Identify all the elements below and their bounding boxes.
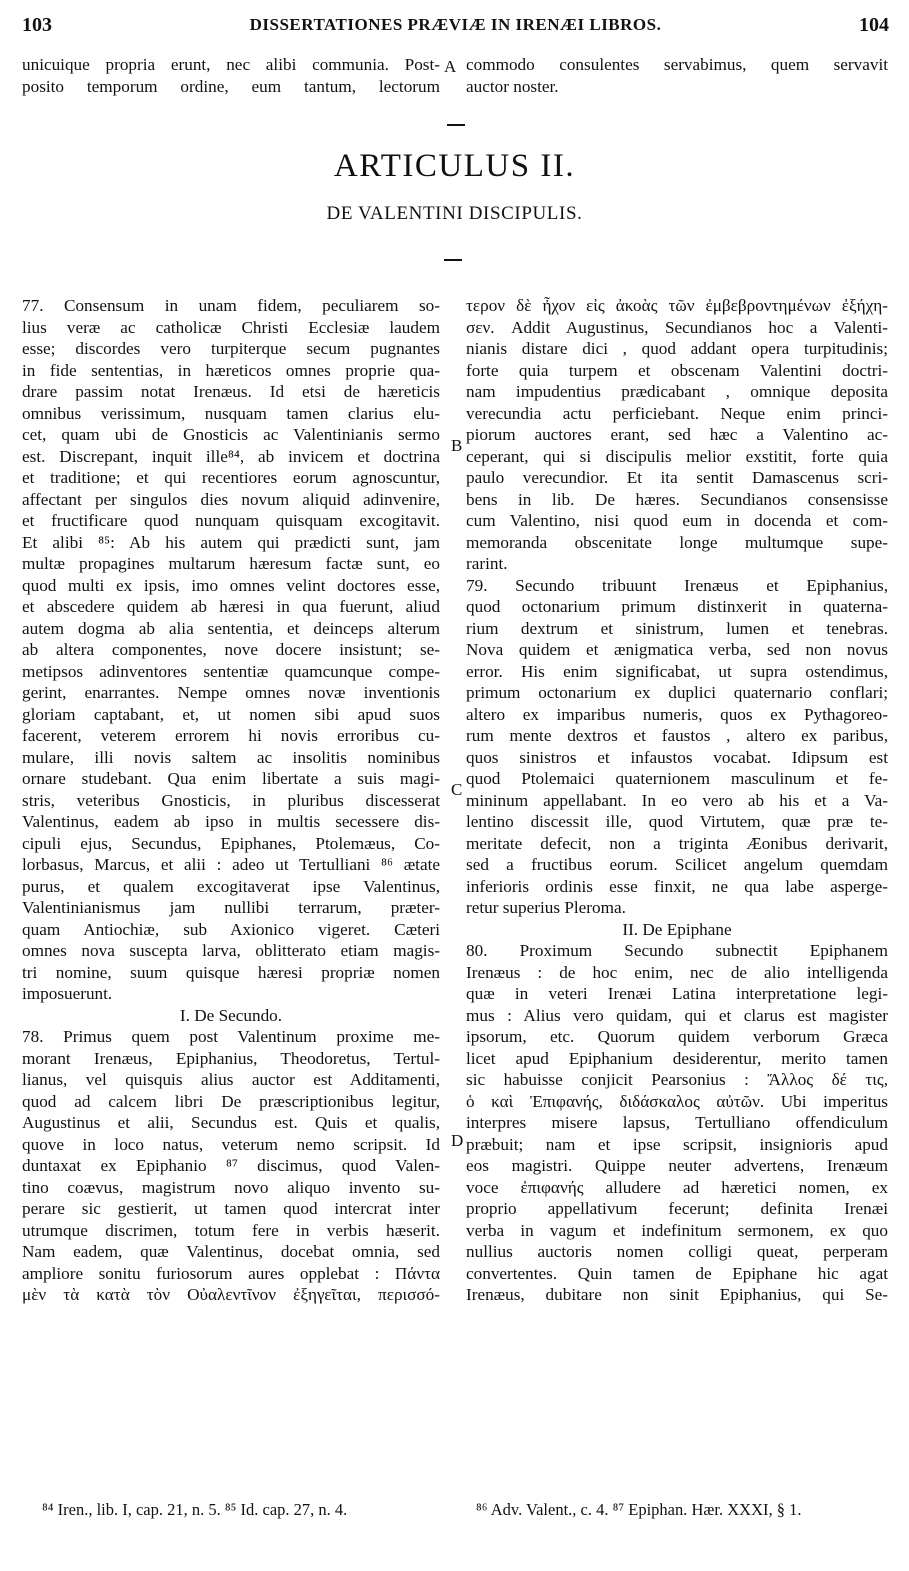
text-line: 78. Primus quem post Valentinum proxime me- [22,1027,440,1046]
text-line: omnibus verissimum, nusquam tamen clarius elu- [22,403,440,423]
text-line: ὁ καὶ Ἐπιφανής, διδάσκαλος αὐτῶν. Ubi imperitus [466,1091,888,1111]
text-line: ornare studebant. Qua enim libertate a suis magi- [22,769,440,788]
text-line: σεν. Addit Augustinus, Secundianos hoc a Valenti- [466,317,888,337]
separator-dash [447,124,465,126]
text-line: præbuit; nam et ipse scripsit, insignioris apud [466,1134,888,1154]
text-line: ceperant, qui si discipulis melior exstitit, forte quia [466,446,888,466]
text-line: retur superius Pleroma. [466,898,626,917]
right-column [466,295,888,1306]
separator-dash [444,259,462,261]
top-left-text [22,54,440,97]
text-line: tino coævus, magistrum novo aliquo invento su- [22,1177,440,1197]
text-line: bens in lib. De hæres. Secundianos consensisse [466,489,888,509]
text-line: perare sic gestierit, ut tamen quod intercrat inter [22,1199,440,1218]
running-title: DISSERTATIONES PRÆVIÆ IN IRENÆI LIBROS. [249,15,662,34]
text-line: auctor noster. [466,76,559,96]
text-line: gerint, enarrantes. Nempe omnes novæ inventionis [22,683,440,702]
text-line: commodo consulentes servabimus, quem servavit [466,55,888,74]
text-line: quove in loco natus, veterum nemo scripsit. Id [22,1134,440,1154]
text-line: 77. Consensum in unam fidem, peculiarem so- [22,296,440,315]
text-line: in fide sententias, in hæreticos omnes proprie qua- [22,360,440,380]
text-line: 80. Proximum Secundo subnectit Epiphanem [466,941,888,960]
text-line: cum Valentino, nisi quod eum in docenda et com- [466,511,888,530]
footnotes-left: ⁸⁴ Iren., lib. I, cap. 21, n. 5. ⁸⁵ Id. cap. 27, n. 4. [42,1500,348,1519]
page-header [22,14,889,40]
text-line: altero ex imparibus numeris, quos ex Pythagoreo- [466,704,888,724]
page-number-right: 104 [859,14,889,36]
text-line: et abscedere quidem ab hæresi in qua fuerunt, aliud [22,597,440,616]
text-line: est. Discrepant, inquit ille⁸⁴, ab invicem et doctrina [22,446,440,466]
text-line: μὲν τὰ κατὰ τὸν Οὐαλεντῖνον ἐξηγεῖται, περισσό- [22,1285,440,1304]
text-line: eos magistri. Quippe neuter advertens, Irenæum [466,1156,888,1175]
text-line: facerent, veterem errorem hi novis erroribus cu- [22,726,440,745]
text-line: verecundia actu perficiebant. Neque enim princi- [466,403,888,423]
text-line: tri nomine, suum quisque hæresi propriæ nomen [22,962,440,982]
text-line: cet, quam ubi de Gnosticis ac Valentinianis sermo [22,425,440,444]
text-line: error. His enim significabat, ut supra ostendimus, [466,661,888,681]
text-line: affectant per singulos dies novum aliquid adinvenire, [22,489,440,509]
text-line: lentino discessit ille, quod Virtutem, quæ præ te- [466,812,888,831]
top-right-text [466,54,888,97]
text-line: Irenæus, dubitare non sinit Epiphanius, qui Se- [466,1285,888,1304]
page-number-left: 103 [22,14,52,36]
article-title: ARTICULUS II. [333,148,576,184]
text-line: morant Irenæus, Epiphanius, Theodoretus, Tertul- [22,1048,440,1068]
text-line: lorbasus, Marcus, et alii : adeo ut Tertulliani ⁸⁶ ætate [22,855,440,874]
text-line: quod Ptolemaici quaternionem masculinum et fe- [466,769,888,788]
text-line: proprio appellativum fecerunt; definita Irenæi [466,1199,888,1218]
text-line: esse; discordes vero turpiterque secum pugnantes [22,339,440,358]
text-line: 79. Secundo tribuunt Irenæus et Epiphanius, [466,575,888,595]
margin-marker-a: A [444,57,457,76]
text-line: et fructificare quod nunquam quisquam excogitavit. [22,511,440,530]
text-line: ipsorum, etc. Quorum quidem verborum Græca [466,1027,888,1046]
text-line: quos sinistros et infaustos vocabat. Idipsum est [466,747,888,767]
text-line: rium dextrum et sinistrum, lumen et tenebras. [466,618,888,638]
text-line: interpres misere lapsus, Tertulliano offendiculum [466,1113,888,1132]
text-line: Valentinianismus jam nullibi terrarum, præter- [22,898,440,917]
text-line: quod multi ex ipsis, imo omnes velint doctores esse, [22,575,440,595]
text-line: autem dogma ab alia sententia, et deinceps alterum [22,618,440,638]
text-line: rum mente dextros et faustos , altero ex paribus, [466,726,888,745]
text-line: quod ad calcem libri De præscriptionibus legitur, [22,1091,440,1111]
text-line: Nova quidem et ænigmatica verba, sed non novus [466,640,888,659]
text-line: gloriam captabant, et, ut nomen sibi apud suos [22,704,440,724]
text-line: convertentes. Quin tamen de Epiphane hic agat [466,1263,888,1283]
text-line: piorum auctores erant, sed hæc a Valentino ac- [466,425,888,444]
text-line: quæ in veteri Irenæi Latina interpretatione legi- [466,984,888,1003]
text-line: rarint. [466,554,508,573]
text-line: forte quia turpem et obscenam Valentini doctri- [466,360,888,380]
text-line: inferioris ordinis esse finxit, ne qua labe asperge- [466,876,888,896]
text-line: multæ propagines multarum hæresum factæ sunt, eo [22,554,440,573]
margin-marker-c: C [451,780,463,799]
text-line: nam impudentius prædicabant , omnique deposita [466,382,888,401]
text-line: sic habuisse conjicit Pearsonius : Ἄλλος δέ τις, [466,1070,888,1089]
text-line: meritate defecit, non a triginta Æonibus derivarit, [466,833,888,853]
text-line: mininum appellabant. In eo vero ab his et a Va- [466,790,888,810]
text-line: imposuerunt. [22,984,113,1003]
text-line: lius veræ ac catholicæ Christi Ecclesiæ laudem [22,317,440,337]
text-line: metipsos adinventores sententiæ quamcunque compe- [22,661,440,681]
text-line: nullius auctoris nomen colligi queat, perperam [466,1242,888,1261]
text-line: lianus, vel quisquis alius auctor est Additamenti, [22,1070,440,1089]
text-line: primum octonarium ex duplici quaternario conflari; [466,683,888,702]
section-heading: II. De Epiphane [622,919,732,939]
text-line: licet apud Epiphanium desiderentur, merito tamen [466,1048,888,1068]
text-line: Et alibi ⁸⁵: Ab his autem qui prædicti sunt, jam [22,532,440,552]
text-line: paulo verecundior. Et ita sentit Damascenus scri- [466,468,888,487]
text-line: et traditione; et qui recentiores eorum agnoscuntur, [22,468,440,487]
text-line: mus : Alius vero quidam, qui et clarus est magister [466,1005,888,1025]
text-line: memoranda obscenitate longe multumque supe- [466,532,888,552]
text-line: unicuique propria erunt, nec alibi communia. Post- [22,55,440,74]
text-line: τερον δὲ ἦχον εἰς ἀκοὰς τῶν ἐμβεβροντημένων ἐξήχη- [466,296,888,315]
text-line: voce ἐπιφανής alludere ad hæretici nomen, ex [466,1177,888,1197]
text-line: Augustinus et alii, Secundus est. Quis et qualis, [22,1113,440,1132]
text-line: ampliore sonitu furiosorum aures opplebat : Πάντα [22,1263,440,1283]
text-line: duntaxat ex Epiphanio ⁸⁷ discimus, quod Valen- [22,1156,440,1175]
text-line: drare passim notat Irenæus. Id etsi de hæreticis [22,382,440,401]
margin-marker-d: D [451,1131,464,1150]
text-line: Irenæus : de hoc enim, nec de alio intelligenda [466,962,888,982]
margin-marker-b: B [451,436,463,455]
text-line: Nam eadem, quæ Valentinus, docebat omnia, sed [22,1242,440,1261]
article-subtitle: DE VALENTINI DISCIPULIS. [326,203,583,224]
text-line: quod octonarium primum distinxerit in quaterna- [466,597,888,616]
text-line: utrumque discrimen, totum fere in verbis hæserit. [22,1220,440,1240]
section-heading: I. De Secundo. [179,1005,283,1025]
left-column [22,295,440,1306]
text-line: omnes nova suscepta larva, oblitterato etiam magis- [22,941,440,960]
text-line: ab altera componentes, nove docere insistunt; se- [22,640,440,659]
text-line: quam Antiochiæ, sub Axionico vigeret. Cæteri [22,919,440,939]
text-line: mulare, illi novis saltem ac insolitis nominibus [22,747,440,767]
text-line: stris, veteribus Gnosticis, in pluribus discesserat [22,790,440,810]
text-line: nianis distare dici , quod addant opera turpitudinis; [466,339,888,358]
text-line: verba in vagum et indefinitum sermonem, ex quo [466,1220,888,1240]
text-line: Valentinus, eadem ab ipso in multis secessere dis- [22,812,440,831]
text-line: purus, et qualem excogitaverat ipse Valentinus, [22,876,440,896]
text-line: posito temporum ordine, eum tantum, lectorum [22,76,440,96]
text-line: cipuli ejus, Secundus, Epiphanes, Ptolemæus, Co- [22,833,440,853]
footnotes-right: ⁸⁶ Adv. Valent., c. 4. ⁸⁷ Epiphan. Hær. XXXI, § 1. [476,1500,802,1519]
text-line: sed a fructibus eorum. Scilicet angelum quemdam [466,855,888,874]
